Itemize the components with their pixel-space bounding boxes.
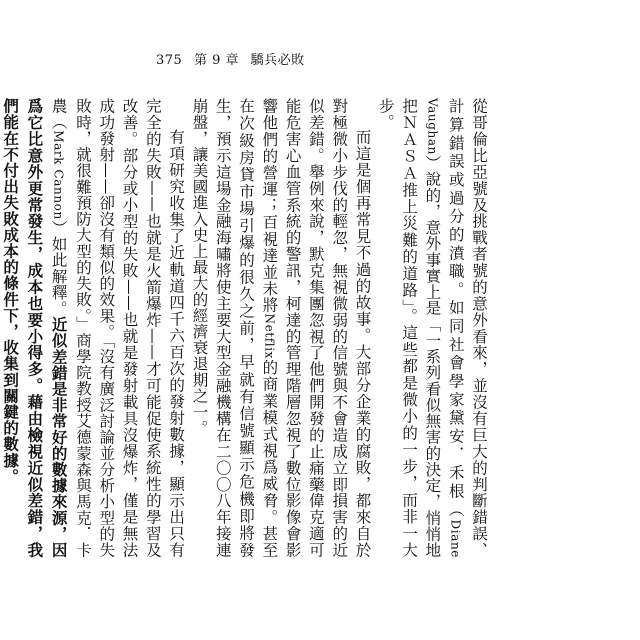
- text-segment: 從哥倫比亞號及挑戰者號的意外看來，並沒有巨大的判斷錯誤、計算錯誤或過分的濆職。如同社會學家黛安．禾根（: [446, 98, 488, 558]
- running-header: [156, 49, 312, 68]
- text-segment: 而這是個再常見不過的故事。大部分企業的腐敗，都來自於對極微小步伐的輕忽，無視微弱的信號與不會造成立即損害的近似差錯。舉例來說，默克集團忽視了他們開發的止痛藥偉克適可能危害心血管系統的警訊，柯達的管理階層忽視了數位影像會影響他們的營運；百視達並未將: [260, 98, 372, 558]
- text-segment: ）說的，意外事實上是「一系列看似無害的決定，悄悄地把ＮＡＳＡ推上災難的道路」。這些都是微小的一步，而非一大步。: [376, 98, 442, 558]
- chapter-number: 第 9 章: [193, 53, 240, 68]
- paragraph-2: [187, 98, 373, 558]
- paragraph-3: [0, 98, 187, 558]
- latin-term: Netflix: [262, 313, 277, 360]
- text-segment: 有項研究收集了近軌道四千六百次的發射數據，顯示出只有完全的失敗——也就是火箭爆炸——才可能促使系統性的學習及改善。部分或小型的失敗——也就是發射載具沒爆炸，僅是無法成功發射——卻沒有類似的效果。「沒有廣泛討論並分析小型的失敗時，就很難預防大型的失敗。」商學院教授艾德蒙森與馬克．卡農（: [49, 98, 186, 558]
- page-number: 375: [156, 53, 183, 68]
- chapter-title: 驕兵必敗: [250, 53, 305, 68]
- paragraph-1: [374, 98, 490, 558]
- vertical-body-text: [0, 98, 490, 558]
- latin-term: Mark Cannon: [51, 130, 66, 220]
- text-segment: 的商業模式視爲威脅。甚至在次級房貸市場引爆的很久之前，早就有信號顯示危機即將發生，預示這場金融海嘯將使主要大型金融機構在二〇〇八年接連崩盤，讓美國進入史上最大的經濟衰退期之一。: [190, 98, 279, 558]
- text-segment: ）如此解釋。: [49, 219, 68, 317]
- bold-text-segment: 近似差錯是非常好的數據來源，因爲它比意外更常發生，成本也要小得多。藉由檢視近似差錯，我們能在不付出失敗成本的條件下，收集到關鍵的數據。: [1, 98, 69, 559]
- latin-term: Diane Vaughan: [425, 98, 463, 558]
